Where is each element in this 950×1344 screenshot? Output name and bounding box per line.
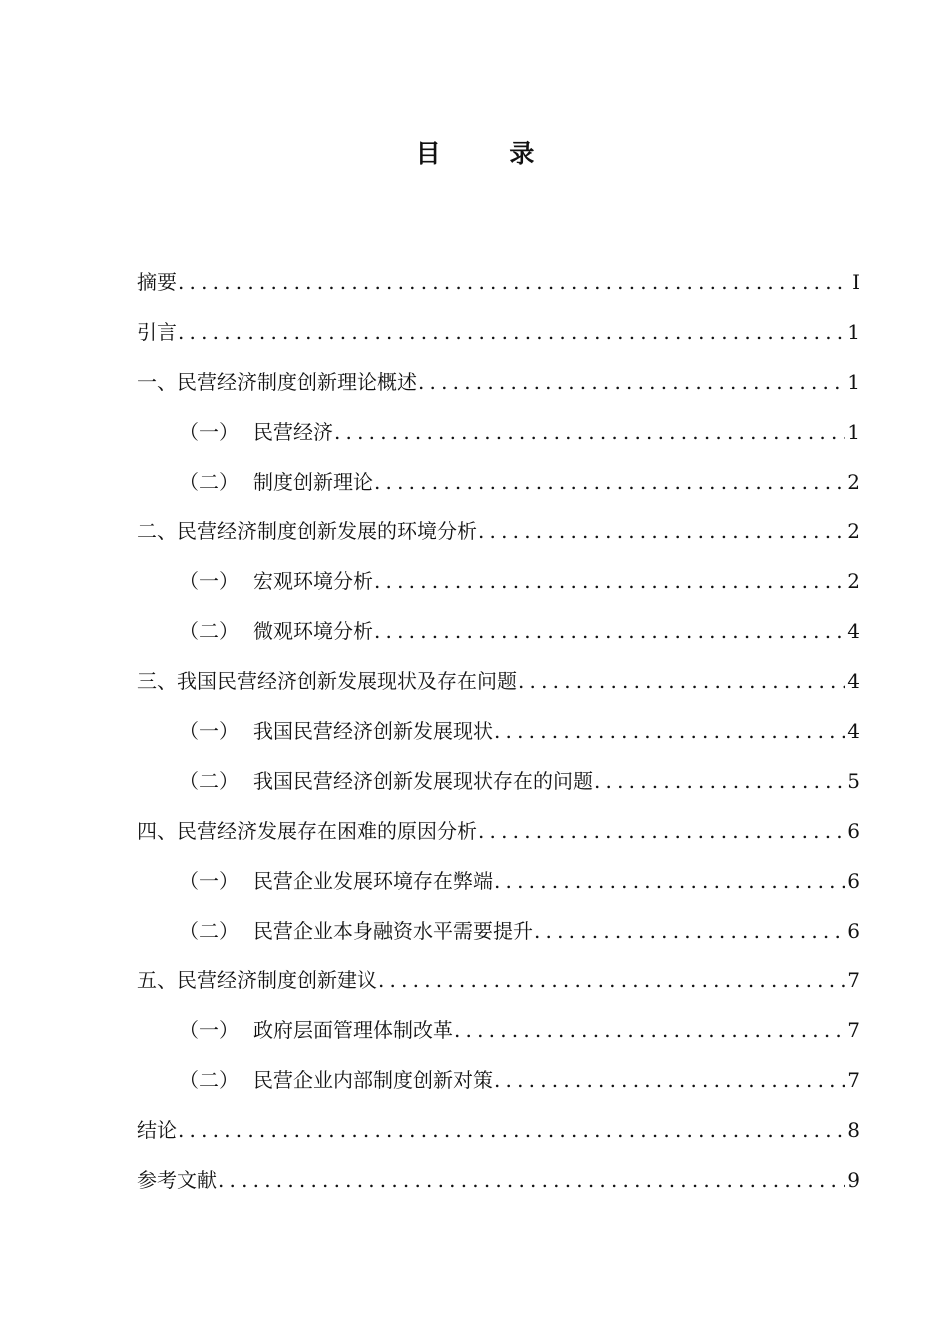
toc-entry-page-number: 9: [847, 1168, 860, 1193]
dot-leader: [178, 318, 845, 346]
toc-subentry[interactable]: [137, 567, 860, 617]
toc-entry-title: 引言: [137, 319, 177, 344]
toc-entry[interactable]: [137, 1116, 860, 1166]
toc-entry-page-number: 4: [847, 719, 860, 744]
toc-entry-title: 民营企业本身融资水平需要提升: [253, 918, 533, 943]
dot-leader: [178, 268, 846, 296]
toc-subentry[interactable]: [137, 867, 860, 917]
toc-entry-title: 制度创新理论: [253, 469, 373, 494]
dot-leader: [594, 767, 845, 795]
dot-leader: [178, 1116, 845, 1144]
dot-leader: [494, 867, 845, 895]
dot-leader: [334, 418, 845, 446]
page-title: 目 录: [415, 139, 565, 168]
toc-entry-number: （二）: [179, 768, 239, 793]
toc-entry[interactable]: [137, 667, 860, 717]
toc-entry[interactable]: [137, 368, 860, 418]
toc-entry-title: 参考文献: [137, 1168, 217, 1193]
toc-subentry[interactable]: [137, 1066, 860, 1116]
toc-entry-title: 民营企业内部制度创新对策: [253, 1068, 493, 1093]
toc-entry-page-number: 5: [847, 768, 860, 793]
toc-entry-page-number: 1: [847, 419, 860, 444]
toc-entry-page-number: 7: [847, 1018, 860, 1043]
toc-entry-page-number: I: [852, 270, 860, 294]
dot-leader: [378, 966, 845, 994]
dot-leader: [374, 617, 845, 645]
toc-entry[interactable]: [137, 966, 860, 1016]
toc-entry-page-number: 1: [847, 369, 860, 394]
toc-entry-page-number: 2: [847, 519, 860, 544]
toc-entry-number: （二）: [179, 1068, 239, 1093]
toc-entry-page-number: 6: [847, 818, 860, 843]
toc-entry[interactable]: [137, 1166, 860, 1216]
toc-entry-page-number: 2: [847, 469, 860, 494]
toc-subentry[interactable]: [137, 617, 860, 667]
dot-leader: [518, 667, 845, 695]
toc-entry-number: （一）: [179, 868, 239, 893]
toc-entry-page-number: 1: [847, 319, 860, 344]
dot-leader: [494, 717, 845, 745]
toc-entry-title: 政府层面管理体制改革: [253, 1018, 453, 1043]
dot-leader: [478, 817, 845, 845]
toc-subentry[interactable]: [137, 767, 860, 817]
toc-entry-page-number: 4: [847, 619, 860, 644]
dot-leader: [478, 517, 845, 545]
toc-entry[interactable]: [137, 318, 860, 368]
dot-leader: [534, 917, 845, 945]
dot-leader: [218, 1166, 845, 1194]
table-of-contents: [137, 268, 860, 1216]
toc-entry-number: （一）: [179, 569, 239, 594]
dot-leader: [494, 1066, 845, 1094]
toc-entry-title: 微观环境分析: [253, 619, 373, 644]
toc-entry-title: 宏观环境分析: [253, 569, 373, 594]
toc-subentry[interactable]: [137, 468, 860, 518]
toc-entry[interactable]: [137, 517, 860, 567]
dot-leader: [374, 567, 845, 595]
toc-subentry[interactable]: [137, 418, 860, 468]
toc-entry-number: （一）: [179, 719, 239, 744]
toc-entry-page-number: 7: [847, 1068, 860, 1093]
toc-entry-title: 民营经济: [253, 419, 333, 444]
toc-entry-title: 三、我国民营经济创新发展现状及存在问题: [137, 669, 517, 694]
toc-entry-number: （一）: [179, 1018, 239, 1043]
toc-subentry[interactable]: [137, 717, 860, 767]
toc-subentry[interactable]: [137, 1016, 860, 1066]
toc-entry-title: 五、民营经济制度创新建议: [137, 968, 377, 993]
toc-entry-page-number: 8: [847, 1118, 860, 1143]
dot-leader: [374, 468, 845, 496]
toc-entry-page-number: 6: [847, 868, 860, 893]
toc-entry-number: （二）: [179, 918, 239, 943]
toc-entry-page-number: 4: [847, 669, 860, 694]
toc-entry-title: 我国民营经济创新发展现状存在的问题: [253, 768, 593, 793]
toc-entry-title: 二、民营经济制度创新发展的环境分析: [137, 519, 477, 544]
toc-entry-title: 结论: [137, 1118, 177, 1143]
dot-leader: [454, 1016, 845, 1044]
dot-leader: [418, 368, 845, 396]
toc-entry-page-number: 6: [847, 918, 860, 943]
toc-entry-page-number: 7: [847, 968, 860, 993]
toc-entry-number: （一）: [179, 419, 239, 444]
toc-entry-title: 一、民营经济制度创新理论概述: [137, 369, 417, 394]
toc-entry-number: （二）: [179, 619, 239, 644]
toc-entry[interactable]: [137, 817, 860, 867]
toc-entry[interactable]: [137, 268, 860, 318]
toc-entry-title: 民营企业发展环境存在弊端: [253, 868, 493, 893]
toc-entry-number: （二）: [179, 469, 239, 494]
toc-entry-page-number: 2: [847, 569, 860, 594]
toc-entry-title: 四、民营经济发展存在困难的原因分析: [137, 818, 477, 843]
toc-entry-title: 我国民营经济创新发展现状: [253, 719, 493, 744]
toc-subentry[interactable]: [137, 917, 860, 967]
toc-entry-title: 摘要: [137, 270, 177, 294]
